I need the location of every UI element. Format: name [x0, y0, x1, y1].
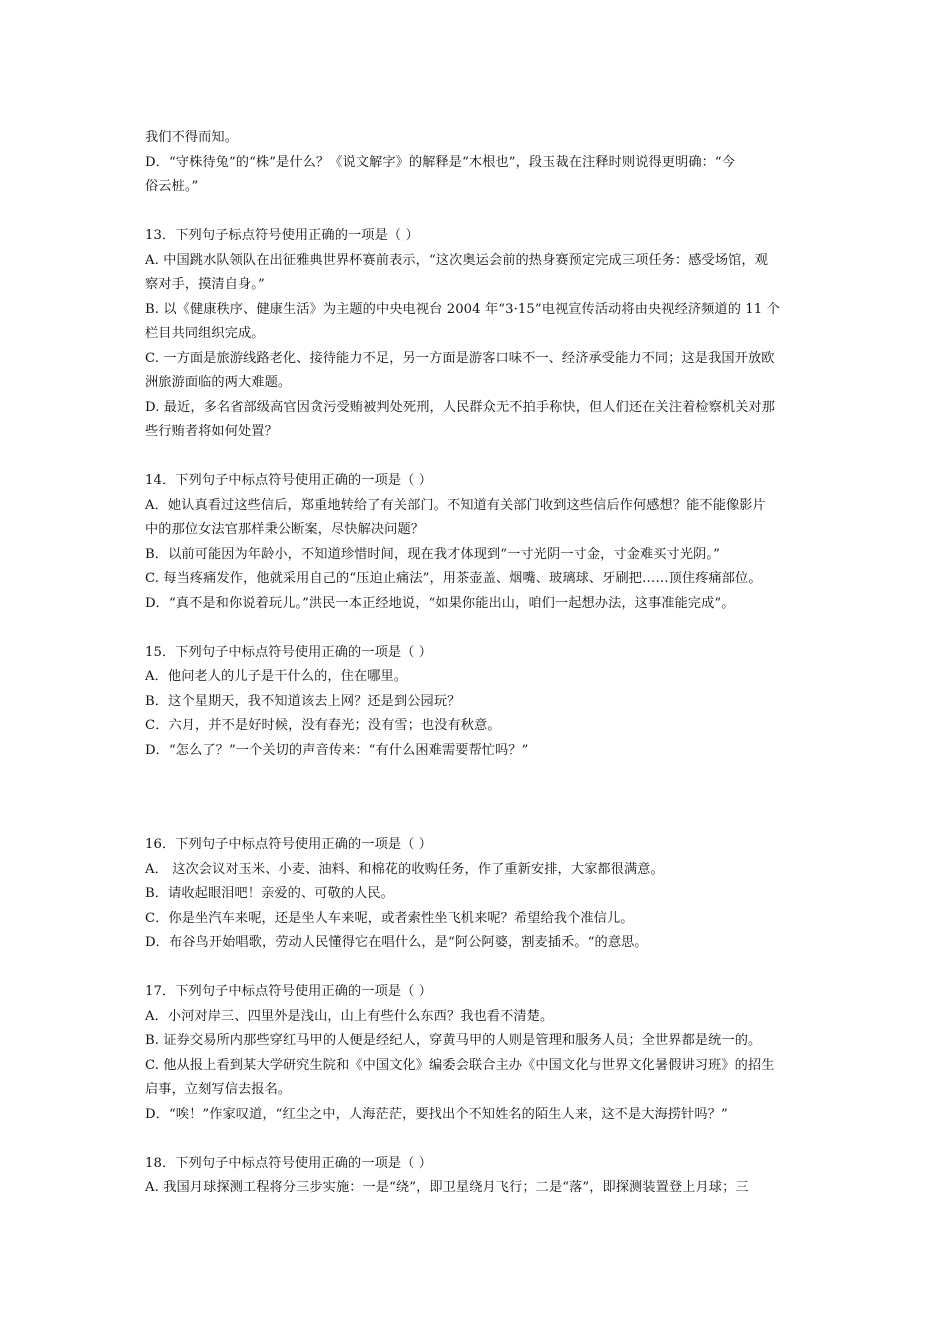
question-14-option-a: A．她认真看过这些信后，郑重地转给了有关部门。不知道有关部门收到这些信后作何感想？能不能像影片 [145, 497, 766, 513]
question-17-option-c: C. 他从报上看到某大学研究生院和《中国文化》编委会联合主办《中国文化与世界文化暑假讲习班》的招生 [145, 1057, 775, 1073]
question-15-option-c: C．六月，并不是好时候，没有春光；没有雪；也没有秋意。 [145, 718, 501, 733]
document-page [145, 126, 810, 1201]
text-line: 俗云桩。” [145, 179, 199, 194]
question-13-option-a: A. 中国跳水队领队在出征雅典世界杯赛前表示，“这次奥运会前的热身赛预定完成三项任务：感受场馆，观 [145, 252, 768, 268]
section-gap [145, 763, 810, 833]
question-13-option-c-cont: 洲旅游面临的两大难题。 [145, 375, 292, 390]
question-18-option-a: A. 我国月球探测工程将分三步实施：一是“绕”，即卫星绕月飞行；二是“落”，即探测装置登上月球；三 [145, 1180, 749, 1195]
paragraph-gap [145, 956, 810, 981]
question-14-stem: 14．下列句子中标点符号使用正确的一项是（ ） [145, 473, 433, 488]
question-16-option-d: D．布谷鸟开始唱歌，劳动人民懂得它在唱什么，是“阿公阿婆，割麦插禾。“的意思。 [145, 935, 648, 950]
option-d-line: D．“守株待兔”的“株”是什么？《说文解字》的解释是“木根也”，段玉裁在注释时则说得更明确：“今 [145, 154, 736, 170]
question-13-option-a-cont: 察对手，摸清自身。” [145, 277, 265, 292]
question-17-option-c-cont: 启事，立刻写信去报名。 [145, 1082, 292, 1097]
question-16-option-b: B．请收起眼泪吧！亲爱的、可敬的人民。 [145, 886, 394, 901]
question-14-option-d: D．“真不是和你说着玩儿。”洪民一本正经地说，“如果你能出山，咱们一起想办法，这事准能完成”。 [145, 595, 735, 611]
question-17-stem: 17．下列句子中标点符号使用正确的一项是（ ） [145, 984, 433, 999]
question-17-option-d: D．“唉！”作家叹道，“红尘之中，人海茫茫，要找出个不知姓名的陌生人来，这不是大海捞针吗？” [145, 1106, 728, 1122]
question-14-option-a-cont: 中的那位女法官那样秉公断案，尽快解决问题？ [145, 522, 425, 537]
question-13-option-c: C. 一方面是旅游线路老化、接待能力不足，另一方面是游客口味不一、经济承受能力不同；这是我国开放欧 [145, 350, 775, 366]
paragraph-gap [145, 616, 810, 641]
question-13-stem: 13．下列句子标点符号使用正确的一项是（ ） [145, 228, 419, 243]
question-15-option-a: A．他问老人的儿子是干什么的，住在哪里。 [145, 669, 408, 684]
question-15-option-b: B．这个星期天，我不知道该去上网？还是到公园玩？ [145, 693, 461, 709]
paragraph-gap [145, 200, 810, 225]
question-13-option-d-cont: 些行贿者将如何处置？ [145, 424, 278, 439]
text-line: 我们不得而知。 [145, 130, 239, 145]
question-16-stem: 16．下列句子中标点符号使用正确的一项是（ ） [145, 837, 433, 852]
question-13-option-d: D. 最近，多名省部级高官因贪污受贿被判处死刑，人民群众无不拍手称快，但人们还在关注着检察机关对那 [145, 399, 776, 415]
question-17-option-b: B. 证券交易所内那些穿红马甲的人便是经纪人，穿黄马甲的人则是管理和服务人员；全世界都是统一的。 [145, 1033, 762, 1048]
paragraph-gap [145, 445, 810, 470]
question-15-option-d: D．“怎么了？”一个关切的声音传来：“有什么困难需要帮忙吗？” [145, 742, 529, 758]
question-14-option-b: B．以前可能因为年龄小，不知道珍惜时间，现在我才体现到“一寸光阴一寸金，寸金难买寸光阴。” [145, 546, 720, 562]
paragraph-gap [145, 1127, 810, 1152]
question-13-option-b: B. 以《健康秩序、健康生活》为主题的中央电视台 2004 年“3·15”电视宣传活动将由央视经济频道的 11 个 [145, 301, 780, 317]
question-15-stem: 15．下列句子中标点符号使用正确的一项是（ ） [145, 644, 433, 660]
question-18-stem: 18．下列句子中标点符号使用正确的一项是（ ） [145, 1155, 433, 1171]
question-14-option-c: C. 每当疼痛发作，他就采用自己的“压迫止痛法”，用茶壶盖、烟嘴、玻璃球、牙刷把……顶住疼痛部位。 [145, 571, 762, 586]
question-16-option-c: C．你是坐汽车来呢，还是坐人车来呢，或者索性坐飞机来呢？希望给我个准信儿。 [145, 910, 634, 926]
question-17-option-a: A．小河对岸三、四里外是浅山，山上有些什么东西？我也看不清楚。 [145, 1008, 554, 1024]
question-13-option-b-cont: 栏目共同组织完成。 [145, 326, 265, 341]
question-16-option-a: A． 这次会议对玉米、小麦、油料、和棉花的收购任务，作了重新安排，大家都很满意。 [145, 861, 664, 877]
